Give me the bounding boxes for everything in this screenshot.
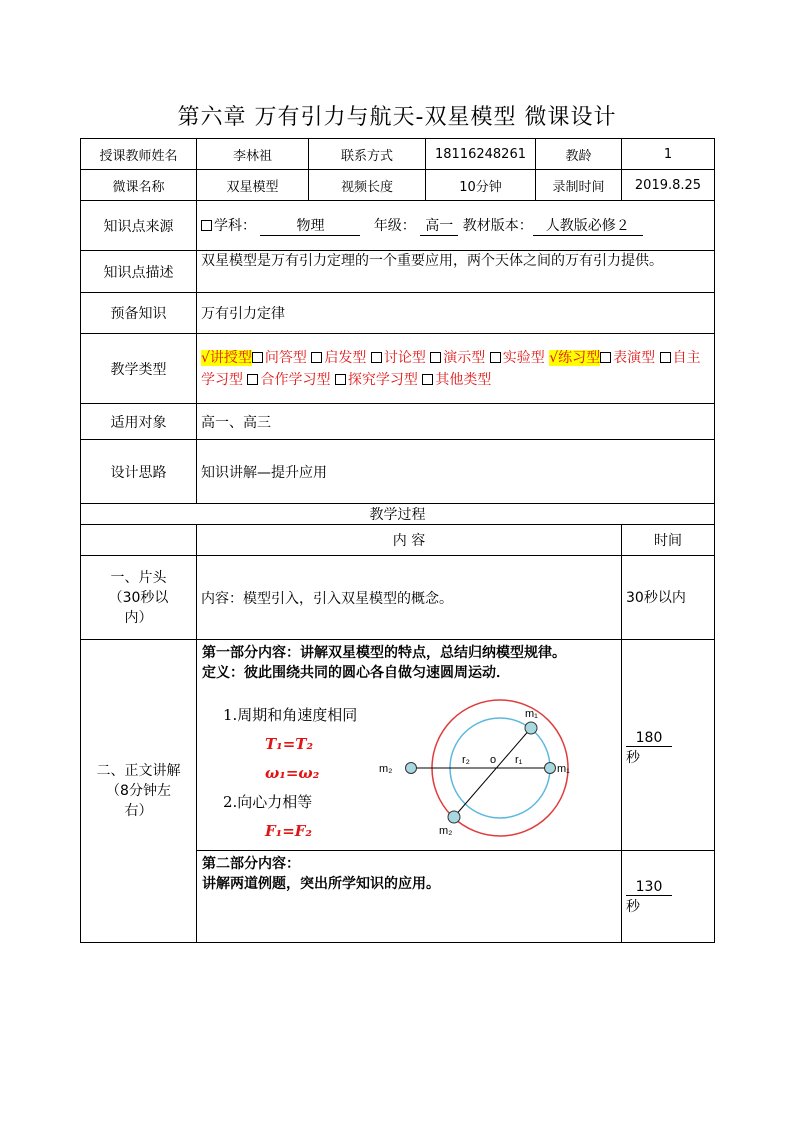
label-r2: r₂ <box>462 754 470 766</box>
section2-time2 <box>622 851 715 943</box>
time1-value: 180 <box>626 730 672 747</box>
star-m2-left <box>406 763 417 774</box>
section2-label-line1: 二、正文讲解 <box>96 763 181 779</box>
length-value: 10分钟 <box>426 170 536 201</box>
page-title: 第六章 万有引力与航天-双星模型 微课设计 <box>177 105 617 130</box>
rule1: 1.周期和角速度相同 <box>223 706 358 724</box>
time1-unit: 秒 <box>626 750 640 766</box>
section2-label-line2: （8分钟左 <box>106 783 171 799</box>
star-m1-top <box>525 722 537 734</box>
source-label: 知识点来源 <box>81 201 197 251</box>
part2-title: 第二部分内容： <box>202 856 300 872</box>
eq1: T₁=T₂ <box>265 735 314 753</box>
checkbox-icon <box>600 352 611 363</box>
course-design-table <box>80 138 715 943</box>
time-header: 时间 <box>622 525 715 556</box>
textbook-value: 人教版必修２ <box>533 215 643 236</box>
prereq-text: 万有引力定律 <box>197 293 715 334</box>
label-m1-right: m₁ <box>557 763 570 775</box>
section1-label-line1: 一、片头 <box>110 569 167 586</box>
checkbox-icon <box>422 374 433 385</box>
type-demo: 演示型 <box>443 349 486 366</box>
type-perform: 表演型 <box>613 349 656 366</box>
type-self-study: 自主学习型 <box>201 349 701 388</box>
contact-value: 18116248261 <box>426 139 536 170</box>
star-m1-right <box>545 763 556 774</box>
course-value: 双星模型 <box>197 170 309 201</box>
content-header: 内 容 <box>197 525 622 556</box>
part1-title: 第一部分内容：讲解双星模型的特点，总结归纳模型规律。 <box>202 645 566 661</box>
teacher-label: 授课教师姓名 <box>81 139 197 170</box>
description-label: 知识点描述 <box>81 251 197 293</box>
section1-content: 内容：模型引入，引入双星模型的概念。 <box>197 556 622 640</box>
section2-label <box>81 640 197 943</box>
grade-prefix: 年级： <box>373 218 416 234</box>
type-discussion: 讨论型 <box>383 349 426 366</box>
star-m2-bottom <box>448 811 460 823</box>
design-text: 知识讲解—提升应用 <box>197 440 715 504</box>
age-label: 教龄 <box>536 139 622 170</box>
section2-part1 <box>197 640 622 851</box>
section1-time: 30秒以内 <box>622 556 715 640</box>
teaching-type-list <box>197 334 715 404</box>
date-value: 2019.8.25 <box>622 170 715 201</box>
label-m2-left: m₂ <box>379 763 393 775</box>
checkbox-icon <box>490 352 501 363</box>
subject-prefix: 学科： <box>214 218 256 234</box>
section2-label-line3: 右） <box>124 803 153 819</box>
type-cooperative: 合作学习型 <box>260 371 331 388</box>
rules-block <box>223 701 357 846</box>
course-label: 微课名称 <box>81 170 197 201</box>
checkbox-icon <box>430 352 441 363</box>
time2-value: 130 <box>626 879 672 896</box>
diagonal-axis <box>454 728 531 817</box>
audience-label: 适用对象 <box>81 404 197 440</box>
checkbox-icon <box>371 352 382 363</box>
teaching-type-label: 教学类型 <box>81 334 197 404</box>
date-label: 录制时间 <box>536 170 622 201</box>
length-label: 视频长度 <box>309 170 426 201</box>
label-m1-top: m₁ <box>525 708 538 720</box>
eq3: F₁=F₂ <box>265 822 313 840</box>
checkbox-icon <box>660 352 671 363</box>
type-lecture: √讲授型 <box>201 349 252 366</box>
subject-value: 物理 <box>260 215 360 236</box>
label-o: o <box>490 754 497 766</box>
age-value: 1 <box>622 139 715 170</box>
checkbox-icon <box>201 220 212 231</box>
checkbox-icon <box>252 352 263 363</box>
eq2: ω₁=ω₂ <box>265 764 320 782</box>
time2-unit: 秒 <box>626 899 640 915</box>
source-cell <box>197 201 715 251</box>
type-other: 其他类型 <box>435 371 492 388</box>
process-header: 教学过程 <box>81 504 715 525</box>
section2-part2 <box>197 851 622 943</box>
section1-label-line2: （30秒以 <box>108 589 169 606</box>
rule2: 2.向心力相等 <box>223 793 313 811</box>
type-qa: 问答型 <box>264 349 307 366</box>
checkbox-icon <box>247 374 258 385</box>
checkbox-icon <box>311 352 322 363</box>
checkbox-icon <box>335 374 346 385</box>
type-experiment: 实验型 <box>502 349 545 366</box>
teacher-value: 李林祖 <box>197 139 309 170</box>
audience-text: 高一、高三 <box>197 404 715 440</box>
type-inquiry: 探究学习型 <box>347 371 418 388</box>
design-label: 设计思路 <box>81 440 197 504</box>
grade-value: 高一 <box>420 215 458 236</box>
prereq-label: 预备知识 <box>81 293 197 334</box>
section1-label-line3: 内） <box>124 609 153 626</box>
binary-star-diagram <box>379 692 647 852</box>
part2-text: 讲解两道例题，突出所学知识的应用。 <box>202 876 440 892</box>
type-inspire: 启发型 <box>324 349 367 366</box>
section1-label <box>81 556 197 640</box>
label-r1: r₁ <box>515 754 523 766</box>
contact-label: 联系方式 <box>309 139 426 170</box>
label-m2-bottom: m₂ <box>439 825 453 837</box>
type-practice: √练习型 <box>549 349 601 366</box>
part1-def: 定义：彼此围绕共同的圆心各自做匀速圆周运动． <box>202 665 510 681</box>
process-blank-cell <box>81 525 197 556</box>
description-text: 双星模型是万有引力定理的一个重要应用，两个天体之间的万有引力提供。 <box>197 251 715 293</box>
textbook-prefix: 教材版本： <box>462 218 533 234</box>
